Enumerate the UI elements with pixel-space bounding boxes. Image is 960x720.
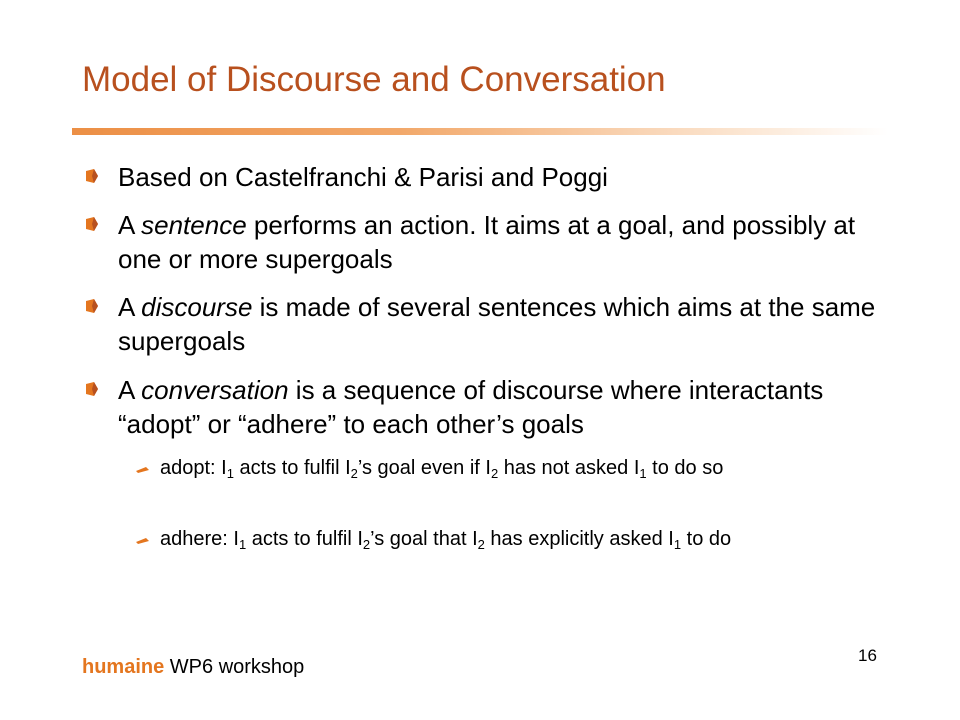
page-number: 16 — [858, 646, 877, 665]
bullet-text: performs an action. It aims at a goal, and possibly at one or more supergoals — [118, 210, 856, 274]
bullet-text-prefix: A — [118, 375, 142, 405]
bullet-item — [118, 373, 878, 441]
bullet-text-prefix: A — [118, 292, 142, 322]
sub-text: adopt: I — [160, 457, 227, 479]
bullet-icon — [84, 298, 100, 314]
bullet-icon — [84, 216, 100, 232]
sub-text: has explicitly asked I — [484, 528, 674, 550]
bullet-icon — [84, 168, 100, 184]
bullet-icon — [84, 381, 100, 397]
bullet-item — [118, 160, 878, 194]
sub-text: ’s goal even if I — [357, 457, 491, 479]
subscript: 1 — [226, 466, 234, 481]
sub-text: adhere: I — [160, 528, 239, 550]
bullet-text: is a sequence of discourse where interactants “adopt” or “adhere” to each other’s goals — [118, 375, 824, 439]
sub-text: acts to fulfil I — [233, 457, 351, 479]
subscript: 2 — [477, 537, 485, 552]
bullet-emphasis: discourse — [141, 292, 253, 322]
subscript: 2 — [490, 466, 499, 481]
bullet-text: Based on Castelfranchi & Parisi and Poggi — [118, 162, 608, 192]
slide-title: Model of Discourse and Conversation — [82, 60, 666, 99]
subscript: 1 — [238, 537, 247, 552]
subscript: 2 — [350, 466, 358, 481]
sub-bullet-icon — [136, 464, 150, 474]
footer-brand — [82, 656, 304, 679]
sub-text: acts to fulfil I — [246, 528, 363, 550]
bullet-text: is made of several sentences which aims at the same supergoals — [118, 292, 876, 356]
bullet-emphasis: sentence — [141, 210, 247, 240]
sub-bullet-item — [160, 527, 860, 552]
sub-bullet-icon — [136, 535, 150, 545]
subscript: 2 — [362, 537, 371, 552]
title-divider — [72, 128, 888, 135]
sub-text: to do so — [646, 457, 724, 479]
bullet-item — [118, 290, 878, 358]
sub-text: to do — [681, 528, 732, 550]
sub-text: ’s goal that I — [370, 528, 478, 550]
bullet-emphasis: conversation — [141, 375, 289, 405]
bullet-text-prefix: A — [118, 210, 142, 240]
brand-name: humaine — [82, 656, 165, 678]
sub-bullet-item — [160, 456, 860, 481]
sub-text: has not asked I — [498, 457, 640, 479]
bullet-item — [118, 208, 878, 276]
footer-label: WP6 workshop — [164, 656, 305, 678]
subscript: 1 — [673, 537, 682, 552]
subscript: 1 — [639, 466, 647, 481]
